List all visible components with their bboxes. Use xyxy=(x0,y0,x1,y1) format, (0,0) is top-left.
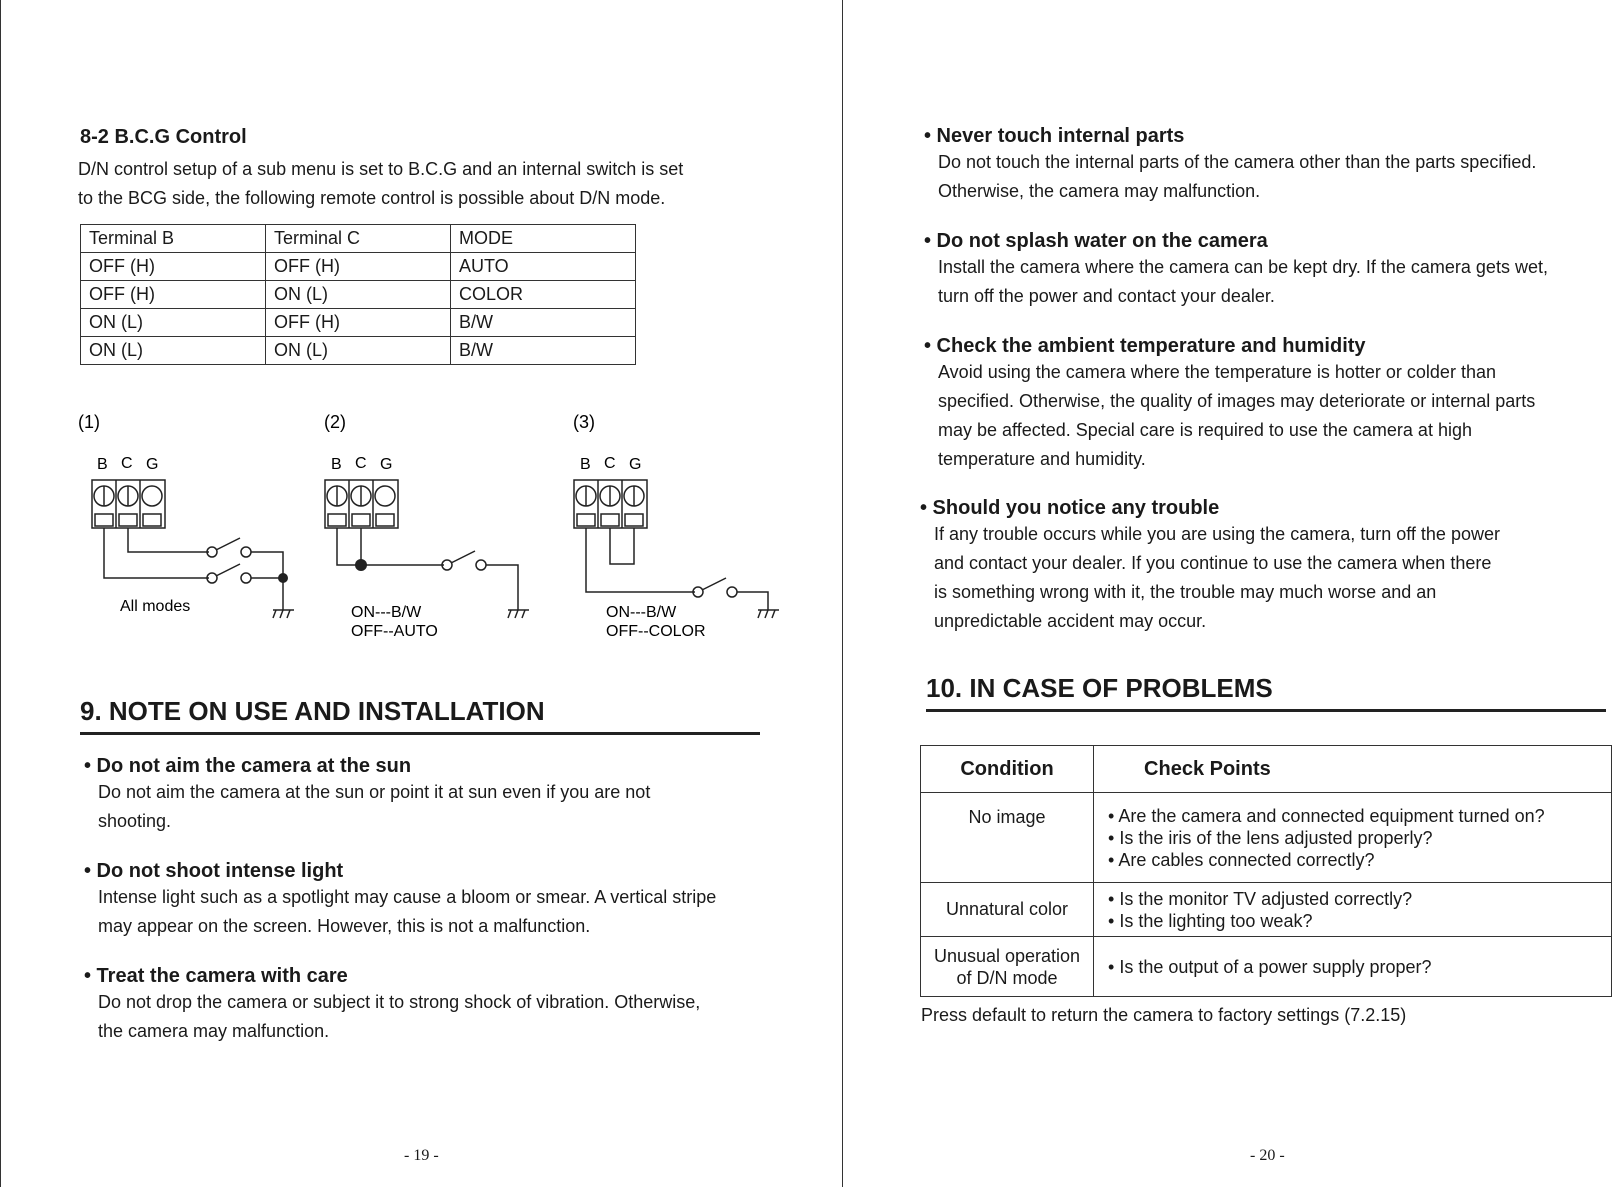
diagram-caption: All modes xyxy=(120,598,191,615)
note-item-line: Avoid using the camera where the temperature is hotter or colder than xyxy=(938,362,1496,382)
note-item-line: unpredictable accident may occur. xyxy=(934,611,1207,631)
condition-cell xyxy=(921,793,1094,883)
note-item-line: may be affected. Special care is required to use the camera at high xyxy=(938,420,1472,440)
note-item-title: • Never touch internal parts xyxy=(924,125,1185,147)
note-item xyxy=(84,860,716,941)
cell-terminal-b: OFF (H) xyxy=(81,281,266,309)
junction-dot xyxy=(355,559,367,571)
note-item-line1: Do not drop the camera or subject it to strong shock of vibration. Otherwise, xyxy=(98,992,701,1012)
note-item-line: Do not touch the internal parts of the camera other than the parts specified. xyxy=(938,152,1537,172)
header-check-points: Check Points xyxy=(1094,746,1612,793)
check-point: • Is the lighting too weak? xyxy=(1108,910,1610,932)
header-mode: MODE xyxy=(451,225,636,253)
terminal-label-b: B xyxy=(331,456,342,473)
problems-heading: 10. IN CASE OF PROBLEMS xyxy=(926,673,1273,703)
diagram-caption-line2: OFF--AUTO xyxy=(351,623,438,640)
bcg-intro-line1: D/N control setup of a sub menu is set to B.C.G and an internal switch is set xyxy=(78,159,684,179)
bcg-heading: 8-2 B.C.G Control xyxy=(80,126,247,148)
factory-reset-note: Press default to return the camera to factory settings (7.2.15) xyxy=(921,1005,1407,1025)
table-row xyxy=(921,937,1612,997)
diagram-number: (3) xyxy=(573,412,595,432)
note-item-line: Otherwise, the camera may malfunction. xyxy=(938,181,1261,201)
note-item-title: • Should you notice any trouble xyxy=(920,497,1220,519)
terminal-label-g: G xyxy=(380,456,393,473)
condition-cell xyxy=(921,937,1094,997)
note-item xyxy=(920,497,1500,636)
note-item-line: and contact your dealer. If you continue to use the camera when there xyxy=(934,553,1492,573)
note-item-line: turn off the power and contact your dealer. xyxy=(938,286,1275,306)
note-item-line: temperature and humidity. xyxy=(938,449,1146,469)
cell-terminal-c: OFF (H) xyxy=(266,253,451,281)
check-points-cell xyxy=(1094,937,1612,997)
cell-mode: COLOR xyxy=(451,281,636,309)
cell-mode: B/W xyxy=(451,337,636,365)
page-number: - 19 - xyxy=(404,1147,439,1164)
terminal-block xyxy=(92,480,165,528)
diagram-1 xyxy=(78,412,294,618)
cell-terminal-c: ON (L) xyxy=(266,281,451,309)
note-item-title: • Check the ambient temperature and humidity xyxy=(924,335,1366,357)
condition-line1: No image xyxy=(968,807,1046,827)
terminal-label-b: B xyxy=(580,456,591,473)
page-number: - 20 - xyxy=(1250,1147,1285,1164)
terminal-label-c: C xyxy=(604,455,616,472)
note-item-line: Install the camera where the camera can be kept dry. If the camera gets wet, xyxy=(938,257,1548,277)
note-item-title: • Do not shoot intense light xyxy=(84,860,344,882)
header-terminal-b: Terminal B xyxy=(81,225,266,253)
diagram-3 xyxy=(573,412,779,640)
note-item-line2: may appear on the screen. However, this is not a malfunction. xyxy=(98,916,591,936)
terminal-label-g: G xyxy=(146,456,159,473)
diagram-caption-line1: ON---B/W xyxy=(351,604,422,621)
terminal-label-c: C xyxy=(355,455,367,472)
bcg-mode-table xyxy=(80,224,636,365)
note-item-line: specified. Otherwise, the quality of images may deteriorate or internal parts xyxy=(938,391,1536,411)
table-header-row xyxy=(921,746,1612,793)
cell-terminal-c: ON (L) xyxy=(266,337,451,365)
check-point: • Is the monitor TV adjusted correctly? xyxy=(1108,888,1610,910)
diagram-number: (2) xyxy=(324,412,346,432)
note-section-heading: 9. NOTE ON USE AND INSTALLATION xyxy=(80,696,545,726)
cell-terminal-b: OFF (H) xyxy=(81,253,266,281)
note-item-line2: the camera may malfunction. xyxy=(98,1021,330,1041)
note-item-line1: Intense light such as a spotlight may cause a bloom or smear. A vertical stripe xyxy=(98,887,717,907)
note-item-line: If any trouble occurs while you are using the camera, turn off the power xyxy=(934,524,1500,544)
condition-line1: Unusual operation xyxy=(933,945,1081,966)
table-row xyxy=(921,883,1612,937)
terminal-block xyxy=(325,480,398,528)
cell-terminal-b: ON (L) xyxy=(81,337,266,365)
problems-table xyxy=(920,745,1612,997)
check-points-cell xyxy=(1094,883,1612,937)
table-row xyxy=(81,337,636,365)
table-row xyxy=(921,793,1612,883)
terminal-label-b: B xyxy=(97,456,108,473)
table-row xyxy=(81,309,636,337)
header-condition: Condition xyxy=(921,746,1094,793)
junction-dot xyxy=(278,573,288,583)
note-item xyxy=(924,335,1535,474)
condition-cell xyxy=(921,883,1094,937)
check-point: • Is the output of a power supply proper? xyxy=(1108,956,1610,978)
terminal-label-c: C xyxy=(121,455,133,472)
note-item xyxy=(924,125,1536,206)
bcg-intro-line2: to the BCG side, the following remote control is possible about D/N mode. xyxy=(78,188,666,208)
table-header-row xyxy=(81,225,636,253)
heading-underline xyxy=(80,732,760,735)
check-point: • Are the camera and connected equipment turned on? xyxy=(1108,805,1610,827)
heading-underline xyxy=(926,709,1606,712)
diagram-number: (1) xyxy=(78,412,100,432)
note-item-title: • Treat the camera with care xyxy=(84,965,348,987)
check-points-cell xyxy=(1094,793,1612,883)
condition-line2: of D/N mode xyxy=(956,967,1058,988)
diagram-2 xyxy=(324,412,529,640)
note-item-line: is something wrong with it, the trouble may much worse and an xyxy=(934,582,1437,602)
terminal-block xyxy=(574,480,647,528)
terminal-label-g: G xyxy=(629,456,642,473)
note-item xyxy=(924,230,1548,311)
note-item-line2: shooting. xyxy=(98,811,172,831)
cell-terminal-c: OFF (H) xyxy=(266,309,451,337)
wiring-diagrams xyxy=(0,410,843,660)
check-point: • Are cables connected correctly? xyxy=(1108,849,1610,871)
check-point: • Is the iris of the lens adjusted properly? xyxy=(1108,827,1610,849)
note-item-title: • Do not aim the camera at the sun xyxy=(84,755,412,777)
table-row xyxy=(81,253,636,281)
note-item xyxy=(84,965,700,1046)
diagram-caption-line1: ON---B/W xyxy=(606,604,677,621)
header-terminal-c: Terminal C xyxy=(266,225,451,253)
cell-mode: AUTO xyxy=(451,253,636,281)
condition-line1: Unnatural color xyxy=(945,899,1069,919)
note-item-line1: Do not aim the camera at the sun or point it at sun even if you are not xyxy=(98,782,651,802)
cell-mode: B/W xyxy=(451,309,636,337)
cell-terminal-b: ON (L) xyxy=(81,309,266,337)
note-item-title: • Do not splash water on the camera xyxy=(924,230,1268,252)
note-item xyxy=(84,755,650,836)
table-row xyxy=(81,281,636,309)
diagram-caption-line2: OFF--COLOR xyxy=(606,623,706,640)
